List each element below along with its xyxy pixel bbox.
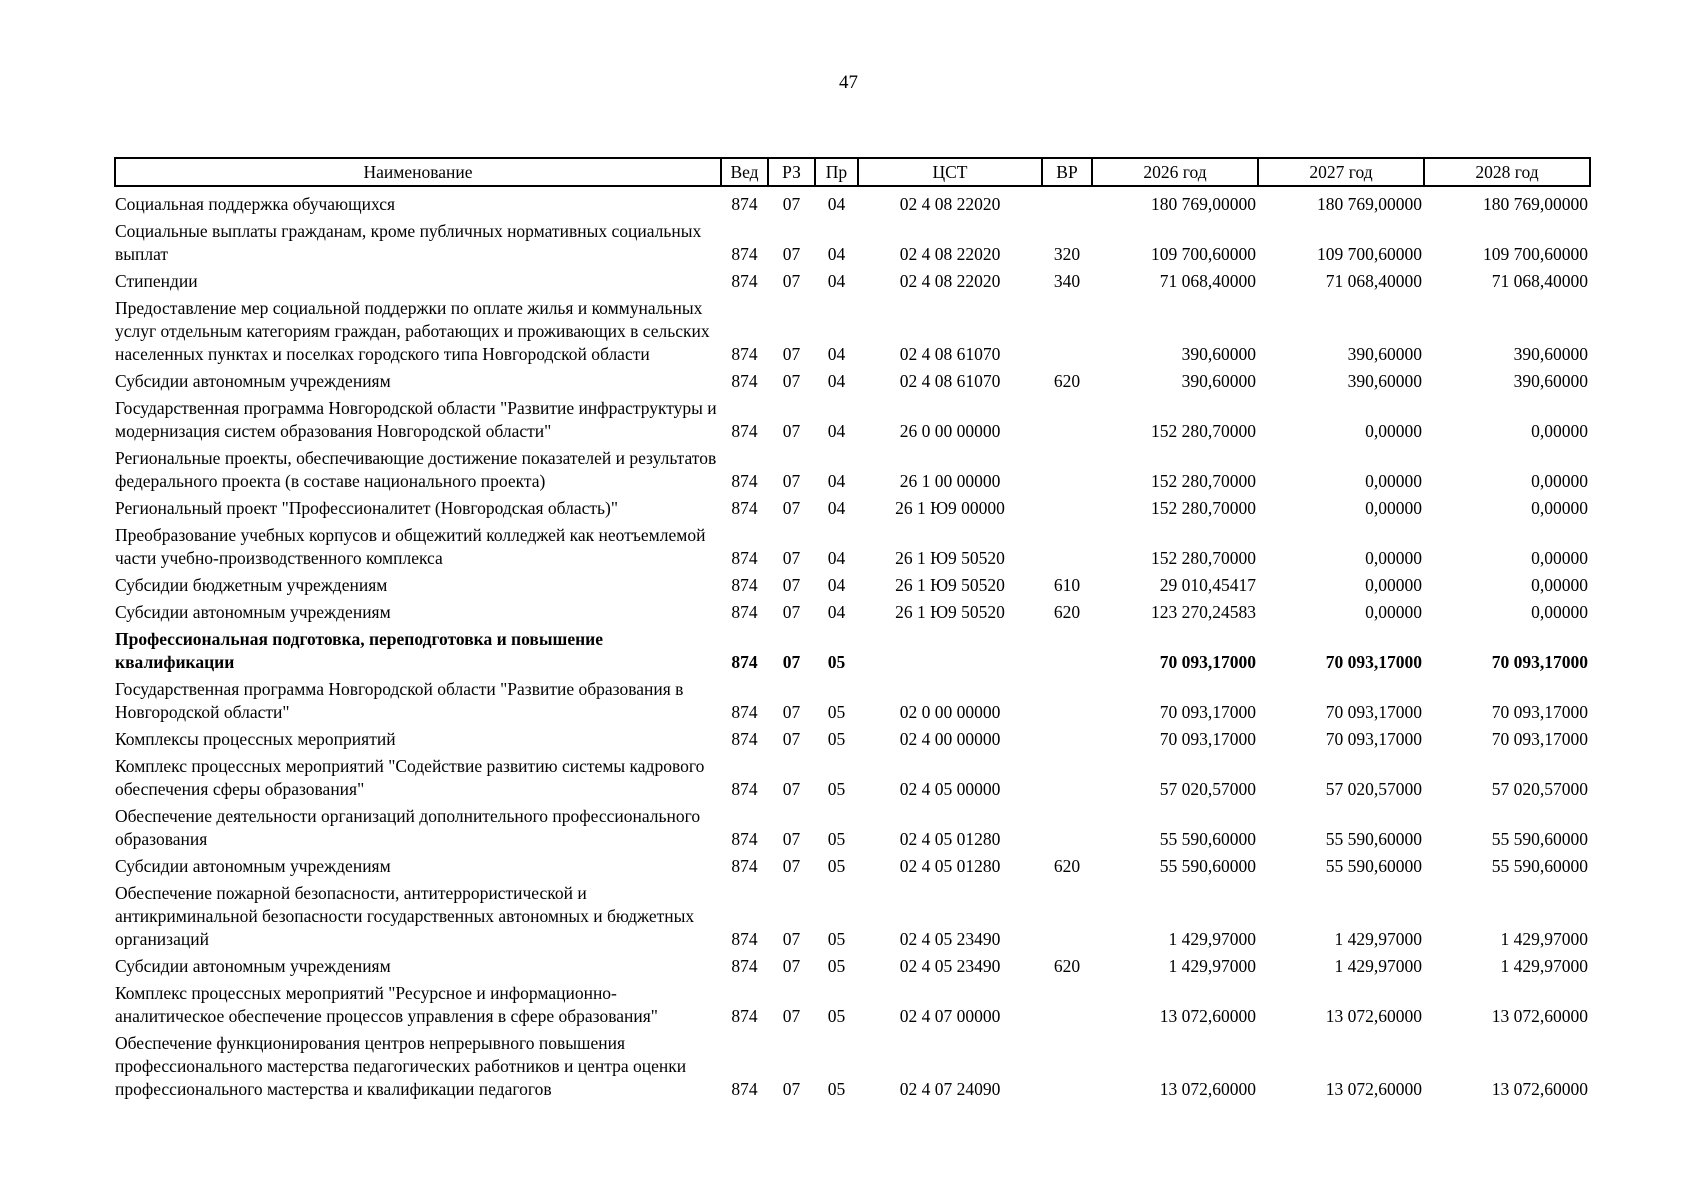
cell-ved: 874: [731, 344, 758, 364]
header-ved: Вед: [721, 158, 768, 186]
cell-2026: 152 280,70000: [1151, 548, 1256, 568]
cell-name: Региональный проект "Профессионалитет (Новгородская область)": [115, 498, 619, 518]
cell-2026: 1 429,97000: [1168, 956, 1256, 976]
cell-pr: 05: [827, 702, 846, 722]
cell-2027: 0,00000: [1365, 421, 1422, 441]
cell-ved: 874: [731, 421, 758, 441]
table-body: [115, 186, 1590, 1103]
cell-cst: 02 4 07 00000: [899, 1006, 1001, 1026]
cell-cst: 26 1 Ю9 00000: [895, 498, 1005, 518]
cell-2027: 57 020,57000: [1325, 779, 1422, 799]
header-rz: РЗ: [768, 158, 815, 186]
table-row: [115, 753, 1590, 803]
cell-2026: 57 020,57000: [1159, 779, 1256, 799]
cell-2028: 57 020,57000: [1491, 779, 1588, 799]
cell-2028: 0,00000: [1531, 575, 1588, 595]
cell-pr: 04: [827, 244, 846, 264]
cell-pr: 04: [827, 575, 846, 595]
cell-ved: 874: [731, 194, 758, 214]
table-row: [115, 368, 1590, 395]
cell-rz: 07: [782, 421, 801, 441]
cell-rz: 07: [782, 194, 801, 214]
cell-cst: 26 1 Ю9 50520: [895, 548, 1005, 568]
cell-2028: 70 093,17000: [1491, 729, 1588, 749]
cell-pr: 04: [827, 498, 846, 518]
table-row: [115, 599, 1590, 626]
cell-name: Стипендии: [115, 271, 198, 291]
cell-2026: 29 010,45417: [1159, 575, 1256, 595]
table-row: [115, 522, 1590, 572]
table-row: [115, 853, 1590, 880]
cell-pr: 05: [827, 1079, 846, 1099]
cell-rz: 07: [782, 929, 801, 949]
cell-2027: 390,60000: [1347, 344, 1422, 364]
cell-2026: 109 700,60000: [1151, 244, 1256, 264]
cell-2028: 1 429,97000: [1500, 929, 1588, 949]
cell-2027: 70 093,17000: [1325, 652, 1422, 672]
cell-cst: 02 4 08 22020: [899, 271, 1001, 291]
cell-name: Субсидии автономным учреждениям: [115, 371, 391, 391]
cell-pr: 04: [827, 548, 846, 568]
header-2028: 2028 год: [1424, 158, 1590, 186]
cell-rz: 07: [782, 602, 801, 622]
cell-2027: 0,00000: [1365, 575, 1422, 595]
cell-2027: 180 769,00000: [1317, 194, 1422, 214]
cell-pr: 04: [827, 471, 846, 491]
cell-name: Обеспечение пожарной безопасности, антитеррористической и антикриминальной безопасности государственных автономных и бюджетных организаций: [115, 883, 695, 949]
cell-vr: 620: [1053, 602, 1081, 622]
header-2027: 2027 год: [1258, 158, 1424, 186]
cell-2027: 390,60000: [1347, 371, 1422, 391]
cell-rz: 07: [782, 271, 801, 291]
cell-pr: 04: [827, 602, 846, 622]
cell-2026: 70 093,17000: [1159, 652, 1256, 672]
header-name: Наименование: [115, 158, 721, 186]
table-row: [115, 1030, 1590, 1103]
cell-2026: 70 093,17000: [1159, 702, 1256, 722]
cell-2028: 180 769,00000: [1483, 194, 1588, 214]
table-row: [115, 980, 1590, 1030]
table-row: [115, 572, 1590, 599]
cell-rz: 07: [782, 548, 801, 568]
cell-2026: 55 590,60000: [1159, 829, 1256, 849]
cell-name: Обеспечение деятельности организаций дополнительного профессионального образования: [115, 806, 701, 849]
cell-rz: 07: [782, 344, 801, 364]
cell-name: Комплекс процессных мероприятий "Ресурсное и информационно-аналитическое обеспечение процессов управления в сфере образования": [115, 983, 658, 1026]
cell-2027: 0,00000: [1365, 498, 1422, 518]
cell-2026: 71 068,40000: [1159, 271, 1256, 291]
cell-rz: 07: [782, 1079, 801, 1099]
cell-rz: 07: [782, 471, 801, 491]
cell-pr: 05: [827, 856, 846, 876]
cell-pr: 04: [827, 421, 846, 441]
cell-name: Субсидии автономным учреждениям: [115, 956, 391, 976]
cell-cst: 02 4 08 61070: [899, 344, 1001, 364]
cell-vr: [1042, 676, 1092, 726]
cell-ved: 874: [731, 652, 758, 672]
cell-2026: 390,60000: [1181, 344, 1256, 364]
cell-name: Субсидии автономным учреждениям: [115, 602, 391, 622]
cell-cst: 02 0 00 00000: [899, 702, 1001, 722]
cell-cst: 02 4 05 01280: [899, 856, 1001, 876]
cell-pr: 05: [827, 1006, 846, 1026]
cell-2028: 55 590,60000: [1491, 829, 1588, 849]
cell-cst: 26 1 Ю9 50520: [895, 602, 1005, 622]
cell-rz: 07: [782, 498, 801, 518]
cell-rz: 07: [782, 856, 801, 876]
cell-2028: 0,00000: [1531, 471, 1588, 491]
cell-2028: 0,00000: [1531, 421, 1588, 441]
table-row: [115, 880, 1590, 953]
cell-2028: 109 700,60000: [1483, 244, 1588, 264]
cell-ved: 874: [731, 729, 758, 749]
cell-vr: [1042, 753, 1092, 803]
cell-2026: 180 769,00000: [1151, 194, 1256, 214]
cell-name: Государственная программа Новгородской области "Развитие инфраструктуры и модернизация систем образования Новгородской области": [115, 398, 717, 441]
cell-vr: [1042, 186, 1092, 218]
cell-2028: 1 429,97000: [1500, 956, 1588, 976]
cell-cst: 02 4 08 22020: [899, 244, 1001, 264]
cell-cst: [858, 626, 1042, 676]
cell-2027: 1 429,97000: [1334, 929, 1422, 949]
cell-2026: 1 429,97000: [1168, 929, 1256, 949]
cell-cst: 02 4 00 00000: [899, 729, 1001, 749]
cell-2028: 13 072,60000: [1491, 1079, 1588, 1099]
cell-pr: 05: [827, 652, 846, 672]
cell-vr: [1042, 445, 1092, 495]
cell-rz: 07: [782, 702, 801, 722]
cell-2028: 0,00000: [1531, 602, 1588, 622]
cell-vr: [1042, 726, 1092, 753]
table-row: [115, 803, 1590, 853]
cell-2026: 152 280,70000: [1151, 421, 1256, 441]
cell-ved: 874: [731, 575, 758, 595]
cell-name: Государственная программа Новгородской области "Развитие образования в Новгородской области": [115, 679, 684, 722]
cell-name: Профессиональная подготовка, переподготовка и повышение квалификации: [115, 629, 604, 672]
cell-2027: 0,00000: [1365, 471, 1422, 491]
cell-2028: 390,60000: [1513, 371, 1588, 391]
cell-2028: 13 072,60000: [1491, 1006, 1588, 1026]
cell-vr: [1042, 880, 1092, 953]
cell-rz: 07: [782, 652, 801, 672]
cell-rz: 07: [782, 575, 801, 595]
cell-vr: [1042, 803, 1092, 853]
cell-cst: 02 4 08 22020: [899, 194, 1001, 214]
cell-2026: 152 280,70000: [1151, 498, 1256, 518]
cell-pr: 04: [827, 371, 846, 391]
cell-rz: 07: [782, 779, 801, 799]
cell-name: Обеспечение функционирования центров непрерывного повышения профессионального мастерства педагогических работников и центра оценки профессионального мастерства и квалификации педагогов: [115, 1033, 687, 1099]
cell-ved: 874: [731, 702, 758, 722]
cell-rz: 07: [782, 729, 801, 749]
cell-vr: [1042, 295, 1092, 368]
header-cst: ЦСТ: [858, 158, 1042, 186]
table-row: [115, 295, 1590, 368]
cell-ved: 874: [731, 1006, 758, 1026]
cell-2027: 70 093,17000: [1325, 702, 1422, 722]
cell-pr: 04: [827, 344, 846, 364]
cell-ved: 874: [731, 602, 758, 622]
cell-cst: 02 4 05 01280: [899, 829, 1001, 849]
cell-ved: 874: [731, 244, 758, 264]
cell-2026: 390,60000: [1181, 371, 1256, 391]
cell-pr: 04: [827, 271, 846, 291]
cell-2027: 71 068,40000: [1325, 271, 1422, 291]
header-2026: 2026 год: [1092, 158, 1258, 186]
table-row: [115, 953, 1590, 980]
cell-pr: 04: [827, 194, 846, 214]
cell-pr: 05: [827, 929, 846, 949]
cell-cst: 02 4 05 00000: [899, 779, 1001, 799]
table-row: [115, 268, 1590, 295]
cell-ved: 874: [731, 498, 758, 518]
cell-2027: 55 590,60000: [1325, 856, 1422, 876]
cell-2026: 13 072,60000: [1159, 1079, 1256, 1099]
cell-pr: 05: [827, 779, 846, 799]
table-row: [115, 218, 1590, 268]
cell-ved: 874: [731, 956, 758, 976]
cell-vr: 620: [1053, 956, 1081, 976]
cell-rz: 07: [782, 1006, 801, 1026]
cell-pr: 05: [827, 729, 846, 749]
table-row: [115, 186, 1590, 218]
cell-2027: 13 072,60000: [1325, 1079, 1422, 1099]
cell-name: Субсидии бюджетным учреждениям: [115, 575, 388, 595]
cell-name: Социальные выплаты гражданам, кроме публичных нормативных социальных выплат: [115, 221, 702, 264]
cell-vr: [1042, 522, 1092, 572]
cell-2028: 70 093,17000: [1491, 652, 1588, 672]
page-number: 47: [839, 72, 858, 93]
header-pr: Пр: [815, 158, 858, 186]
cell-ved: 874: [731, 471, 758, 491]
cell-2026: 70 093,17000: [1159, 729, 1256, 749]
table-header: [115, 158, 1590, 186]
cell-2026: 13 072,60000: [1159, 1006, 1256, 1026]
cell-cst: 02 4 08 61070: [899, 371, 1001, 391]
budget-table: [114, 157, 1591, 1103]
cell-2027: 13 072,60000: [1325, 1006, 1422, 1026]
cell-vr: [1042, 495, 1092, 522]
cell-rz: 07: [782, 244, 801, 264]
cell-cst: 02 4 05 23490: [899, 956, 1001, 976]
cell-name: Комплексы процессных мероприятий: [115, 729, 396, 749]
cell-2028: 390,60000: [1513, 344, 1588, 364]
cell-2027: 0,00000: [1365, 548, 1422, 568]
cell-name: Преобразование учебных корпусов и общежитий колледжей как неотъемлемой части учебно-производственного комплекса: [115, 525, 706, 568]
cell-2027: 0,00000: [1365, 602, 1422, 622]
cell-ved: 874: [731, 779, 758, 799]
cell-name: Комплекс процессных мероприятий "Содействие развитию системы кадрового обеспечения сферы образования": [115, 756, 705, 799]
cell-ved: 874: [731, 271, 758, 291]
cell-name: Социальная поддержка обучающихся: [115, 194, 396, 214]
cell-rz: 07: [782, 956, 801, 976]
cell-2028: 55 590,60000: [1491, 856, 1588, 876]
cell-ved: 874: [731, 548, 758, 568]
cell-2027: 109 700,60000: [1317, 244, 1422, 264]
header-vr: ВР: [1042, 158, 1092, 186]
table-row: [115, 626, 1590, 676]
table-row: [115, 395, 1590, 445]
cell-2028: 70 093,17000: [1491, 702, 1588, 722]
cell-2026: 152 280,70000: [1151, 471, 1256, 491]
cell-rz: 07: [782, 829, 801, 849]
cell-vr: [1042, 1030, 1092, 1103]
cell-vr: 620: [1053, 371, 1081, 391]
cell-name: Предоставление мер социальной поддержки по оплате жилья и коммунальных услуг отдельным категориям граждан, работающих и проживающих в сельских населенных пунктах и поселках городского типа Новгородской области: [115, 298, 710, 364]
cell-vr: [1042, 626, 1092, 676]
cell-2028: 71 068,40000: [1491, 271, 1588, 291]
cell-2027: 55 590,60000: [1325, 829, 1422, 849]
cell-2028: 0,00000: [1531, 498, 1588, 518]
cell-ved: 874: [731, 929, 758, 949]
cell-2027: 70 093,17000: [1325, 729, 1422, 749]
cell-vr: [1042, 395, 1092, 445]
cell-2028: 0,00000: [1531, 548, 1588, 568]
cell-2026: 123 270,24583: [1151, 602, 1256, 622]
table-row: [115, 445, 1590, 495]
header-row: [115, 158, 1590, 186]
table-row: [115, 495, 1590, 522]
cell-cst: 02 4 05 23490: [899, 929, 1001, 949]
cell-rz: 07: [782, 371, 801, 391]
table-row: [115, 726, 1590, 753]
cell-vr: 340: [1053, 271, 1081, 291]
cell-vr: [1042, 980, 1092, 1030]
cell-2026: 55 590,60000: [1159, 856, 1256, 876]
cell-name: Региональные проекты, обеспечивающие достижение показателей и результатов федерального проекта (в составе национального проекта): [115, 448, 717, 491]
cell-cst: 26 1 Ю9 50520: [895, 575, 1005, 595]
cell-ved: 874: [731, 829, 758, 849]
cell-cst: 26 0 00 00000: [899, 421, 1001, 441]
cell-pr: 05: [827, 829, 846, 849]
cell-cst: 26 1 00 00000: [899, 471, 1001, 491]
cell-vr: 620: [1053, 856, 1081, 876]
table-row: [115, 676, 1590, 726]
cell-ved: 874: [731, 1079, 758, 1099]
cell-vr: 320: [1053, 244, 1081, 264]
cell-name: Субсидии автономным учреждениям: [115, 856, 391, 876]
cell-ved: 874: [731, 371, 758, 391]
cell-2027: 1 429,97000: [1334, 956, 1422, 976]
cell-ved: 874: [731, 856, 758, 876]
cell-cst: 02 4 07 24090: [899, 1079, 1001, 1099]
cell-pr: 05: [827, 956, 846, 976]
cell-vr: 610: [1053, 575, 1081, 595]
